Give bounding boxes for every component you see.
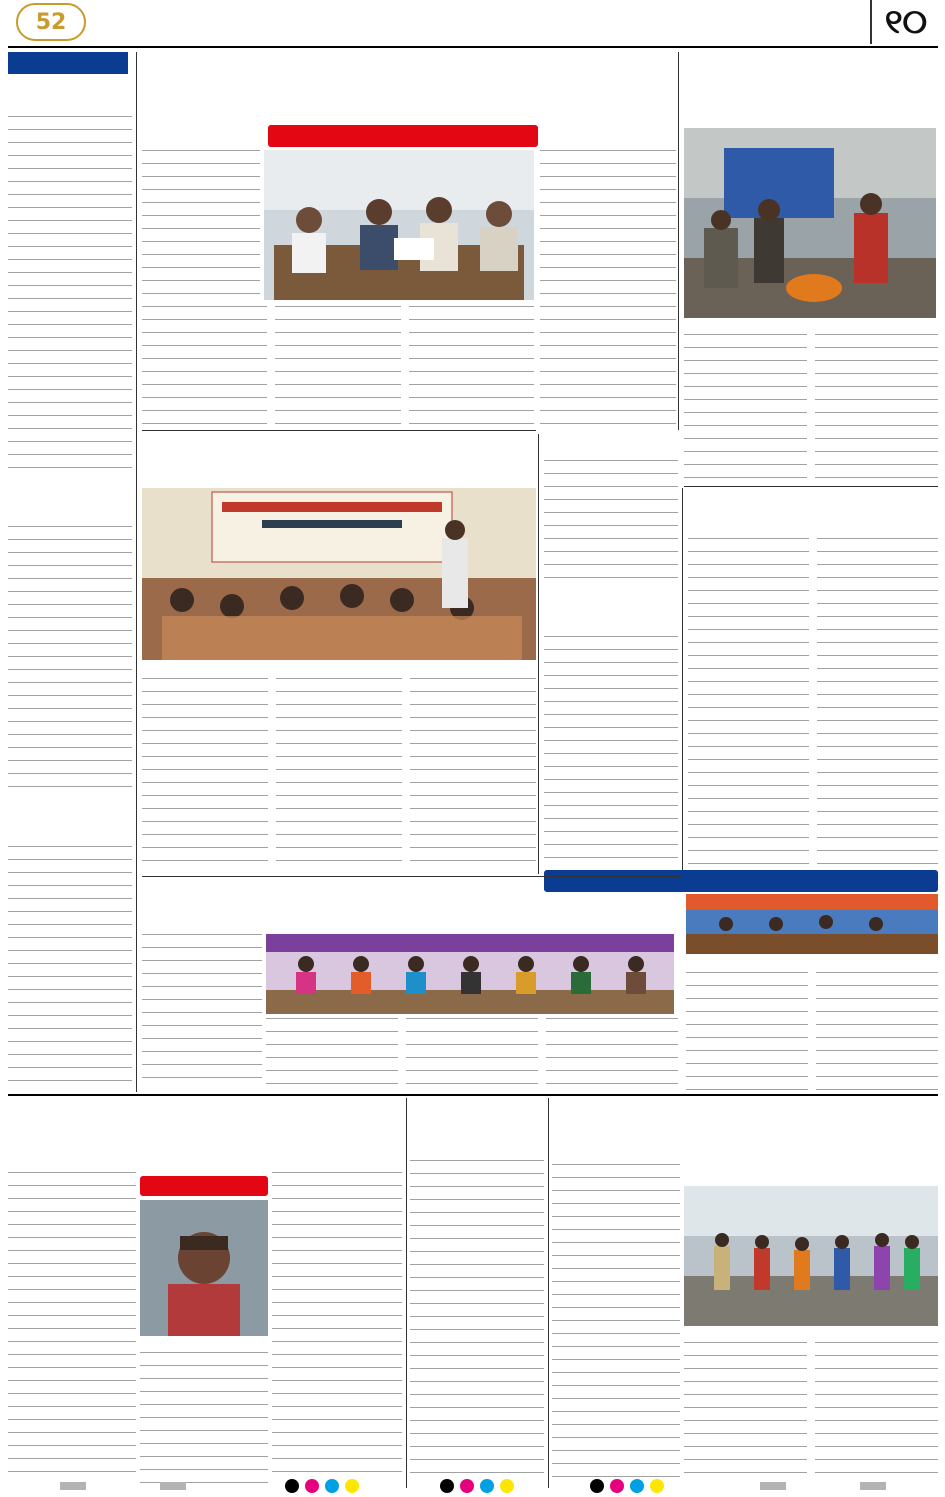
lead-headline [142,52,674,108]
market-body-left [552,1164,680,1484]
desi-strap [140,1176,268,1196]
road-blockade-photo [684,1186,938,1326]
somnath-body [686,972,938,1090]
masthead [0,0,945,44]
village-headline [410,1098,544,1138]
lead-body-columns [142,306,534,424]
rape-headline [684,488,938,534]
left-column [8,78,132,1090]
market-body-right [684,1342,938,1484]
farmers-photo [142,488,536,660]
farmers-headline [142,434,536,486]
mobile-headline [544,436,678,458]
farmers-body [142,678,536,870]
left-body-1 [8,116,132,476]
desi-photo [140,1200,268,1336]
top-right-photo [684,128,936,318]
peace-headline [544,594,678,634]
left-headline-3 [8,802,132,846]
registration-bar [0,1476,945,1497]
left-body-3 [8,846,132,1082]
left-headline-2 [8,482,132,526]
desi-headline [8,1098,402,1160]
desi-body-mid [140,1352,268,1484]
somnath-photo [686,894,938,954]
bonfire-photo [684,128,936,318]
left-body-2 [8,526,132,796]
anniversary-number: 52 [35,10,67,35]
pmshri-headline [142,880,682,930]
rape-body [688,538,938,870]
lead-body-left [142,150,260,306]
top-right-body [684,334,938,484]
lead-body-right [540,150,676,424]
lead-strap [268,125,538,147]
market-headline [552,1098,938,1160]
left-headline-1 [8,78,132,116]
top-right-headline [684,52,938,124]
lead-photo [264,150,534,300]
desi-body-right [272,1172,402,1484]
pmshri-body-columns [266,1018,678,1090]
village-body [410,1160,544,1484]
office-meeting-photo [264,150,534,300]
annual-function-photo [686,894,938,954]
pmshri-photo [266,934,674,1014]
school-function-photo [266,934,674,1014]
elderly-woman-portrait [140,1200,268,1336]
brief-label [8,52,128,74]
anniversary-logo [16,3,86,41]
market-photo [684,1186,938,1326]
training-programme-photo [142,488,536,660]
pmshri-body-left [142,934,262,1090]
mobile-body [544,460,678,590]
page-number: ୧୦ [870,0,940,44]
peace-body [544,636,678,868]
desi-body-left [8,1172,136,1484]
